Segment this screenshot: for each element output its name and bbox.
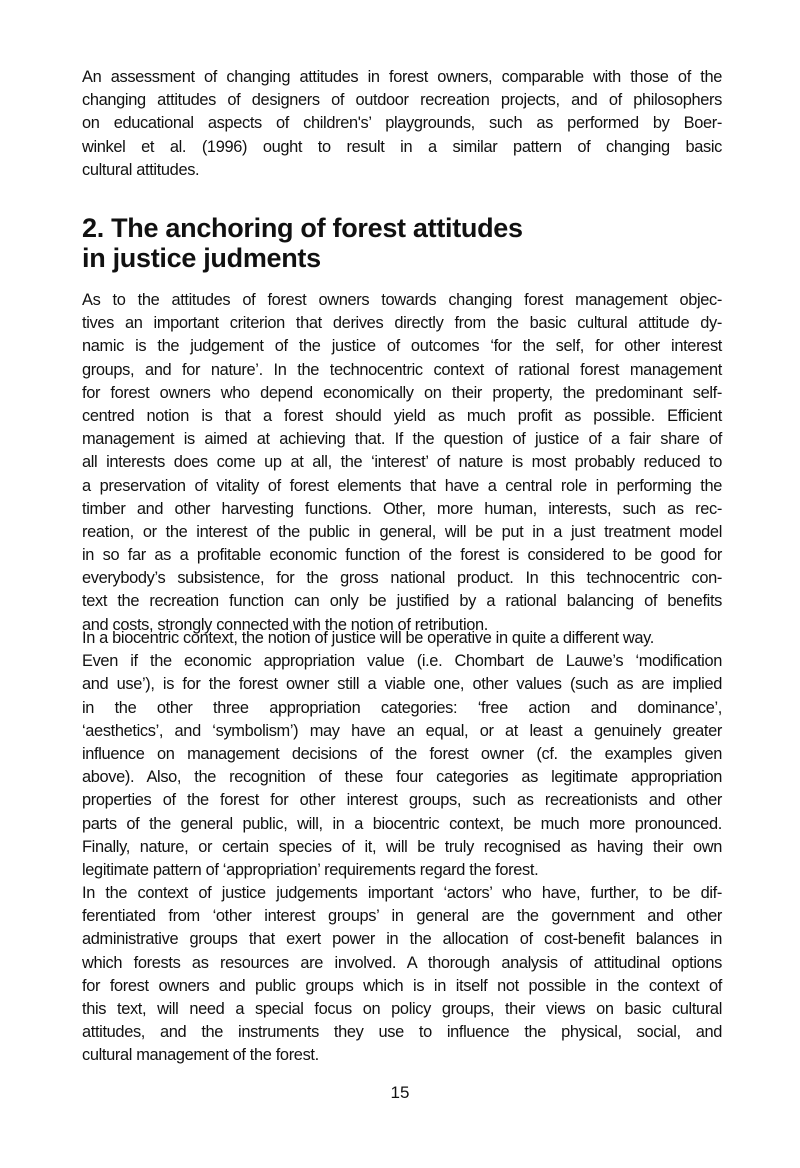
text-line: cultural attitudes. xyxy=(82,160,200,179)
text-line: ferentiated from ‘other interest groups’ in general are the government and other xyxy=(82,907,722,926)
text-line: An assessment of changing attitudes in forest owners, comparable with those of the xyxy=(82,68,722,86)
text-line: in the other three appropriation categories: ‘free action and dominance’, xyxy=(82,698,722,717)
section-heading xyxy=(82,213,523,273)
text-line: influence on management decisions of the forest owner (cf. the examples given xyxy=(82,744,722,763)
text-line: As to the attitudes of forest owners towards changing forest management objec- xyxy=(82,291,722,309)
text-line: centred notion is that a forest should yield as much profit as possible. Efficient xyxy=(82,406,722,425)
text-line: management is aimed at achieving that. If the question of justice of a fair share of xyxy=(82,430,722,449)
text-line: parts of the general public, will, in a biocentric context, be much more pronounced. xyxy=(82,814,722,833)
text-line: above). Also, the recognition of these four categories as legitimate appropriation xyxy=(82,768,722,787)
text-line: In a biocentric context, the notion of justice will be operative in quite a different way. xyxy=(82,629,654,647)
text-line: groups, and for nature’. In the technocentric context of rational forest management xyxy=(82,360,722,379)
body-paragraph-technocentric xyxy=(82,289,722,637)
text-line: which forests as resources are involved. A thorough analysis of attitudinal options xyxy=(82,953,722,972)
text-line: properties of the forest for other interest groups, such as recreationists and other xyxy=(82,791,722,810)
text-line: namic is the judgement of the justice of outcomes ‘for the self, for other interest xyxy=(82,337,722,356)
text-line: winkel et al. (1996) ought to result in a similar pattern of changing basic xyxy=(82,137,722,156)
text-line: tives an important criterion that derives directly from the basic cultural attitude dy- xyxy=(82,314,722,333)
text-line: Finally, nature, or certain species of it, will be truly recognised as having their own xyxy=(82,837,722,856)
body-paragraph-biocentric xyxy=(82,627,722,1068)
text-line: legitimate pattern of ‘appropriation’ requirements regard the forest. xyxy=(82,860,539,879)
text-line: timber and other harvesting functions. Other, more human, interests, such as rec- xyxy=(82,499,722,518)
text-line: text the recreation function can only be justified by a rational balancing of benefits xyxy=(82,592,722,611)
text-line: changing attitudes of designers of outdoor recreation projects, and of philosophers xyxy=(82,91,722,110)
section-heading-line-1: 2. The anchoring of forest attitudes xyxy=(82,213,523,243)
intro-paragraph xyxy=(82,66,722,182)
text-line: for forest owners who depend economically on their property, the predominant self- xyxy=(82,383,722,402)
text-line: in so far as a profitable economic function of the forest is considered to be good for xyxy=(82,546,722,565)
text-line: reation, or the interest of the public in general, will be put in a just treatment model xyxy=(82,522,722,541)
text-line: attitudes, and the instruments they use to influence the physical, social, and xyxy=(82,1023,722,1042)
text-line: this text, will need a special focus on policy groups, their views on basic cultural xyxy=(82,1000,722,1018)
section-heading-line-2: in justice judments xyxy=(82,243,321,273)
text-line: everybody’s subsistence, for the gross national product. In this technocentric con- xyxy=(82,569,722,588)
text-line: ‘aesthetics’, and ‘symbolism’) may have an equal, or at least a genuinely greater xyxy=(82,721,722,740)
text-line: and costs, strongly connected with the notion of retribution. xyxy=(82,615,488,634)
text-line: on educational aspects of children's’ playgrounds, such as performed by Boer- xyxy=(82,114,722,133)
text-line: In the context of justice judgements important ‘actors’ who have, further, to be dif- xyxy=(82,884,722,903)
text-line: all interests does come up at all, the ‘interest’ of nature is most probably reduced to xyxy=(82,453,722,472)
text-line: Even if the economic appropriation value (i.e. Chombart de Lauwe’s ‘modification xyxy=(82,652,722,671)
text-line: for forest owners and public groups which is in itself not possible in the context of xyxy=(82,976,722,995)
text-line: administrative groups that exert power in the allocation of cost-benefit balances in xyxy=(82,930,722,949)
page-number: 15 xyxy=(390,1083,410,1102)
text-line: a preservation of vitality of forest elements that have a central role in performing the xyxy=(82,476,722,495)
text-line: cultural management of the forest. xyxy=(82,1046,319,1065)
text-line: and use’), is for the forest owner still a viable one, other values (such as are implied xyxy=(82,675,722,694)
